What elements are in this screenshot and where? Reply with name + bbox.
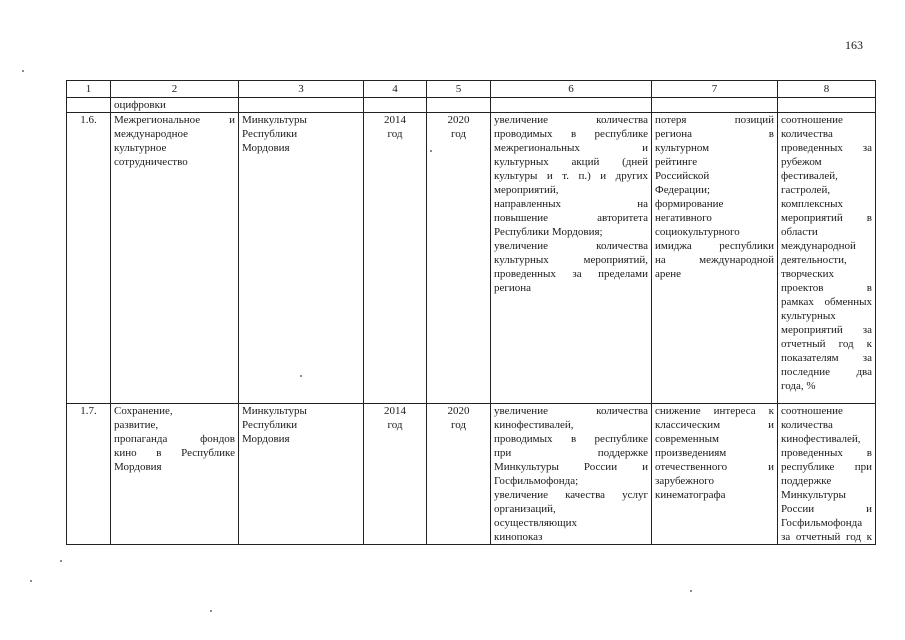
- risk: потеря позиций региона в культурном рейтинге Российской Федерации; формирование негативного социокультурного имиджа республики на международной арене: [652, 113, 778, 404]
- scan-speck: [300, 375, 302, 377]
- col-header: 8: [778, 81, 876, 98]
- end-year: 2020 год: [427, 113, 491, 404]
- indicator: соотношение количества кинофестивалей, проведенных в республике при поддержке Минкультуры России и Госфильмофонда за отчетный год к: [778, 404, 876, 545]
- measure-name: Сохранение, развитие, пропаганда фондов кино в Республике Мордовия: [111, 404, 239, 545]
- scan-speck: [30, 580, 32, 582]
- col-header: 7: [652, 81, 778, 98]
- scan-speck: [60, 560, 62, 562]
- col-header: 4: [364, 81, 427, 98]
- col-header: 2: [111, 81, 239, 98]
- scan-speck: [430, 150, 432, 152]
- col-header: 5: [427, 81, 491, 98]
- executor: Минкультуры Республики Мордовия: [239, 404, 364, 545]
- scan-speck: [210, 610, 212, 612]
- continuation-row: [67, 98, 876, 113]
- executor: Минкультуры Республики Мордовия: [239, 113, 364, 404]
- start-year: 2014 год: [364, 113, 427, 404]
- col-header: 6: [491, 81, 652, 98]
- start-year: 2014 год: [364, 404, 427, 545]
- expected-result: увеличение количества кинофестивалей, проводимых в республике при поддержке Минкультуры России и Госфильмофонда; увеличение качества услуг организаций, осуществляющих кинопоказ: [491, 404, 652, 545]
- expected-result: увеличение количества проводимых в республике межрегиональных и культурных акций (дней культуры и т. п.) и других мероприятий, направленных на повышение авторитета Республики Мордовия; увеличение количества культурных мероприятий, проведенных за пределами региона: [491, 113, 652, 404]
- measure-name: Межрегиональное и международное культурное сотрудничество: [111, 113, 239, 404]
- header-row: [67, 81, 876, 98]
- table-row: [67, 113, 876, 404]
- row-number: 1.7.: [67, 404, 111, 545]
- program-table: [66, 80, 876, 545]
- row-number: 1.6.: [67, 113, 111, 404]
- risk: снижение интереса к классическим и современным произведениям отечественного и зарубежного кинематографа: [652, 404, 778, 545]
- scan-speck: [22, 70, 24, 72]
- col-header: 3: [239, 81, 364, 98]
- end-year: 2020 год: [427, 404, 491, 545]
- table-row: [67, 404, 876, 545]
- col-header: 1: [67, 81, 111, 98]
- indicator: соотношение количества проведенных за рубежом фестивалей, гастролей, комплексных мероприятий в области международной деятельности, творческих проектов в рамках обменных культурных мероприятий за отчетный год к показателям за последние два года, %: [778, 113, 876, 404]
- continuation-text: оцифровки: [111, 98, 239, 113]
- page-number: 163: [845, 38, 863, 52]
- scan-speck: [690, 590, 692, 592]
